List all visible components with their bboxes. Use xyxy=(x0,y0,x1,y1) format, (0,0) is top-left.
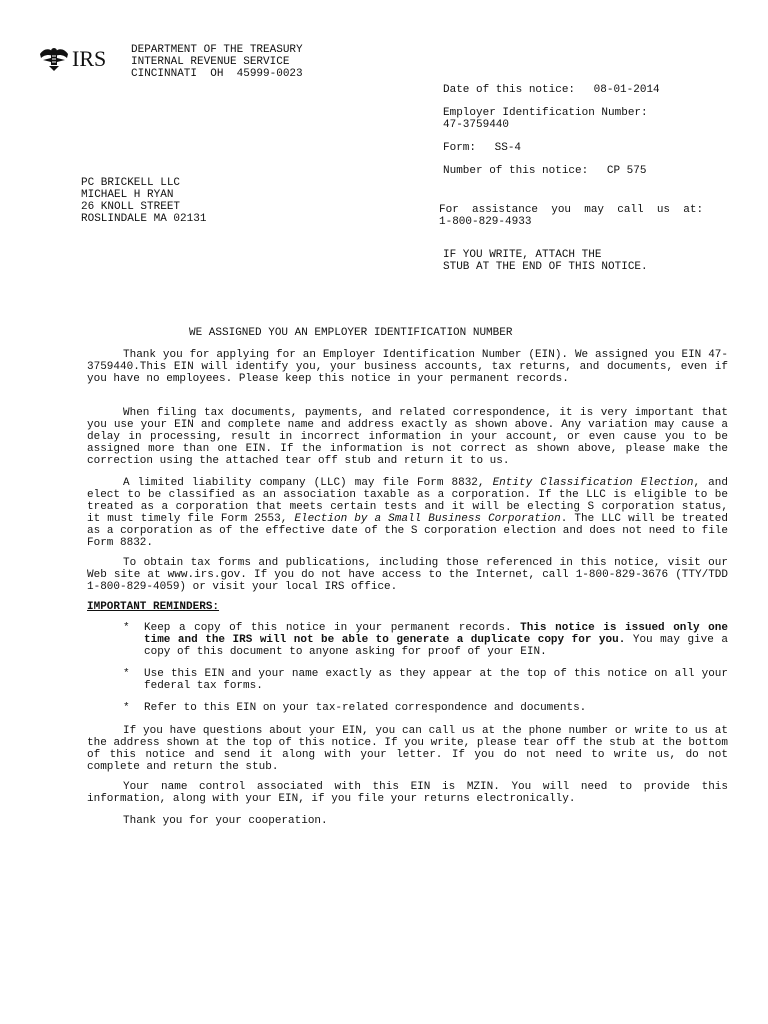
eagle-icon xyxy=(38,46,70,72)
irs-logo xyxy=(38,46,118,72)
agency-line-3: CINCINNATI OH 45999-0023 xyxy=(131,68,303,80)
ein-block xyxy=(443,107,648,131)
paragraph-filing: When filing tax documents, payments, and related correspondence, it is very important that you use your EIN and complete name and address exactly as shown above. Any variation may cause a delay in processing, result in incorrect information in your account, or even cause you to be assigned more than one EIN. If the information is not correct as shown above, please make the correction using the attached tear off stub and return it to us. xyxy=(87,407,728,467)
write-note-line-2: STUB AT THE END OF THIS NOTICE. xyxy=(443,261,648,273)
bullet-star: * xyxy=(123,622,130,634)
write-note-line-1: IF YOU WRITE, ATTACH THE xyxy=(443,249,602,261)
ein-value: 47-3759440 xyxy=(443,119,510,131)
bullet-star: * xyxy=(123,702,130,714)
bullet-star: * xyxy=(123,668,130,680)
agency-line-2: INTERNAL REVENUE SERVICE xyxy=(131,56,290,68)
recipient-line-1: PC BRICKELL LLC xyxy=(81,177,181,189)
ein-label: Employer Identification Number: xyxy=(443,107,648,119)
duplicate-warning: This notice is issued only one time and the IRS will not be able to generate a duplicate copy for you. xyxy=(144,622,728,646)
form-value: SS-4 xyxy=(494,142,522,154)
paragraph-tax-forms: To obtain tax forms and publications, including those referenced in this notice, visit our Web site at www.irs.gov. If you do not have access to the Internet, call 1-800-829-3676 (TTY/TDD 1-800-829-4059) or visit your local IRS office. xyxy=(87,557,728,593)
form-label: Form: xyxy=(443,142,477,154)
notice-date-label: Date of this notice: xyxy=(443,84,576,96)
paragraph-closing: Thank you for your cooperation. xyxy=(123,815,328,827)
assistance-phone: 1-800-829-4933 xyxy=(439,216,532,228)
notice-number-block xyxy=(443,165,646,177)
reminder-bullet-1: * Keep a copy of this notice in your permanent records. This notice is issued only one time and the IRS will not be able to generate a duplicate copy for you. You may give a copy of this document to anyone asking for proof of your EIN. xyxy=(123,622,728,658)
form-8832-title: Entity Classification Election xyxy=(492,477,694,489)
assistance-line-1: For assistance you may call us at: xyxy=(439,204,704,216)
important-reminders-title: IMPORTANT REMINDERS: xyxy=(87,601,220,613)
recipient-address xyxy=(81,177,206,225)
reminder-bullet-3: * Refer to this EIN on your tax-related correspondence and documents. xyxy=(123,702,587,714)
recipient-line-4: ROSLINDALE MA 02131 xyxy=(81,213,207,225)
notice-date-value: 08-01-2014 xyxy=(593,84,660,96)
notice-number-label: Number of this notice: xyxy=(443,165,589,177)
form-block xyxy=(443,142,521,154)
paragraph-thank-you: Thank you for applying for an Employer Identification Number (EIN). We assigned you EIN 47-3759440.This EIN will identify you, your business accounts, tax returns, and documents, even if you have no employees. Please keep this notice in your permanent records. xyxy=(87,349,728,385)
form-2553-title: Election by a Small Business Corporation xyxy=(294,513,561,525)
agency-address xyxy=(131,44,303,80)
paragraph-name-control: Your name control associated with this EIN is MZIN. You will need to provide this information, along with your EIN, if you file your returns electronically. xyxy=(87,781,728,805)
write-note xyxy=(443,249,648,273)
irs-wordmark: IRS xyxy=(72,46,107,71)
notice-number-value: CP 575 xyxy=(606,165,647,177)
reminder-bullet-2: * Use this EIN and your name exactly as they appear at the top of this notice on all your federal tax forms. xyxy=(123,668,728,692)
agency-line-1: DEPARTMENT OF THE TREASURY xyxy=(131,44,303,56)
paragraph-llc: A limited liability company (LLC) may file Form 8832, Entity Classification Election, and elect to be classified as an association taxable as a corporation. If the LLC is eligible to be treated as a corporation that meets certain tests and it will be electing S corporation status, it must timely file Form 2553, Election by a Small Business Corporation. The LLC will be treated as a corporation as of the effective date of the S corporation election and does not need to file Form 8832. xyxy=(87,477,729,549)
paragraph-questions: If you have questions about your EIN, you can call us at the phone number or write to us at the address shown at the top of this notice. If you write, please tear off the stub at the bottom of this notice and send it along with your letter. If you do not need to write us, do not complete and return the stub. xyxy=(87,725,728,773)
notice-heading: WE ASSIGNED YOU AN EMPLOYER IDENTIFICATION NUMBER xyxy=(189,327,513,339)
notice-date xyxy=(443,84,660,96)
assistance-block xyxy=(439,204,703,228)
recipient-line-3: 26 KNOLL STREET xyxy=(81,201,181,213)
recipient-line-2: MICHAEL H RYAN xyxy=(81,189,174,201)
